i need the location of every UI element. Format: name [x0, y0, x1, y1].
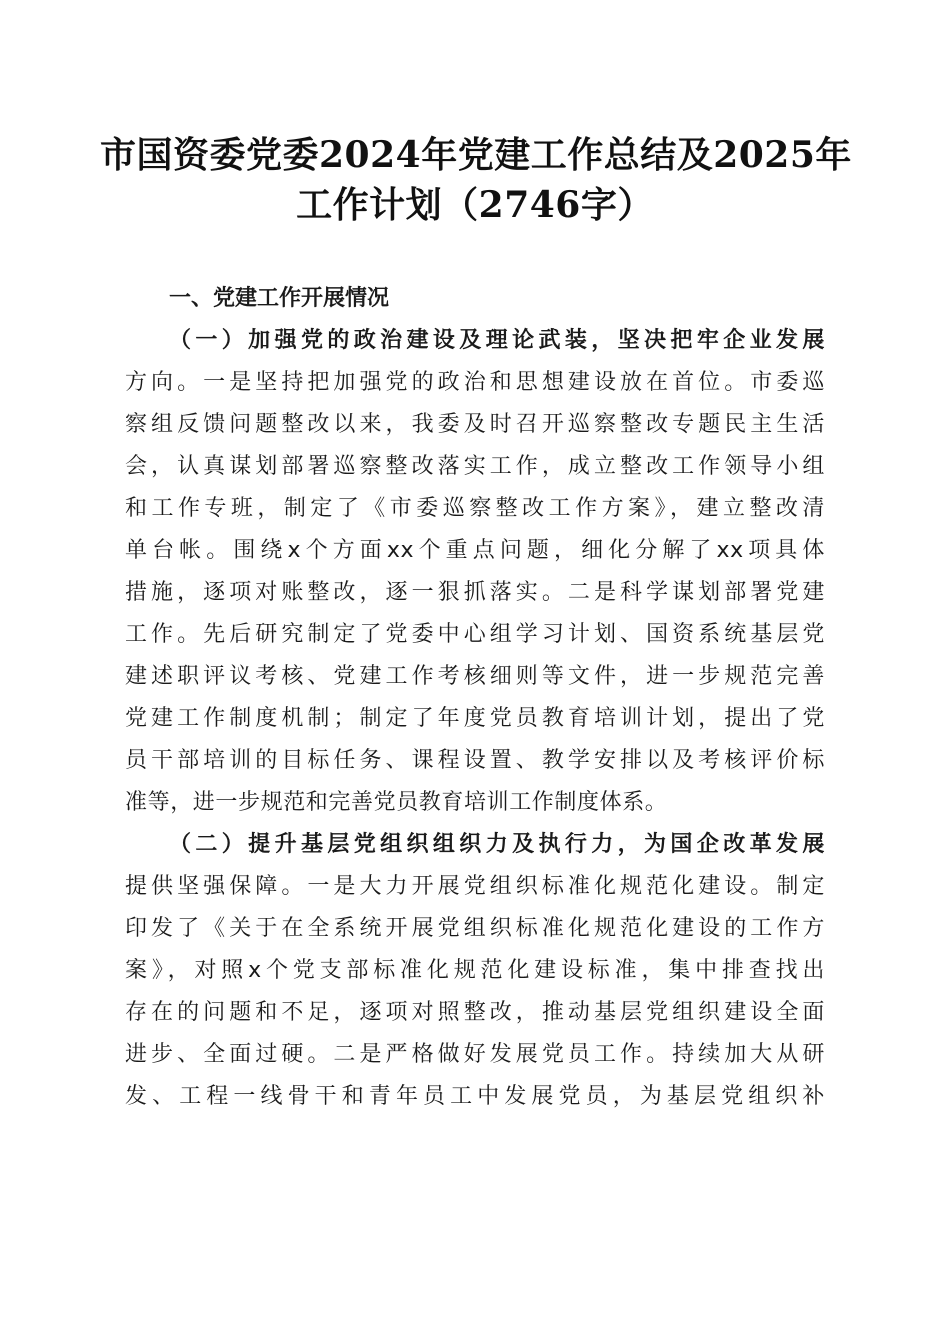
- paragraph-line: （一）加强党的政治建设及理论武装，坚决把牢企业发展: [169, 328, 825, 353]
- paragraph-line: 察组反馈问题整改以来，我委及时召开巡察整改专题民主生活: [125, 412, 825, 437]
- paragraph-line: 提供坚强保障。一是大力开展党组织标准化规范化建设。制定: [125, 874, 825, 899]
- paragraph-line: （二）提升基层党组织组织力及执行力，为国企改革发展: [169, 832, 825, 857]
- paragraph-line: 案》，对照x个党支部标准化规范化建设标准，集中排查找出: [125, 958, 825, 983]
- paragraph-line: 存在的问题和不足，逐项对照整改，推动基层党组织建设全面: [125, 1000, 825, 1025]
- title-line-1: 市国资委党委2024年党建工作总结及2025年: [100, 134, 852, 176]
- paragraph-line: 工作。先后研究制定了党委中心组学习计划、国资系统基层党: [125, 622, 825, 647]
- document-title: [100, 130, 850, 230]
- paragraph-line: 措施，逐项对账整改，逐一狠抓落实。二是科学谋划部署党建: [125, 580, 825, 605]
- paragraph-line: 印发了《关于在全系统开展党组织标准化规范化建设的工作方: [125, 916, 825, 941]
- paragraph-line: 准等，进一步规范和完善党员教育培训工作制度体系。: [125, 790, 668, 815]
- paragraph-line: 发、工程一线骨干和青年员工中发展党员，为基层党组织补: [125, 1084, 825, 1109]
- paragraph-line: 会，认真谋划部署巡察整改落实工作，成立整改工作领导小组: [125, 454, 825, 479]
- paragraph-line: 和工作专班，制定了《市委巡察整改工作方案》，建立整改清: [125, 496, 825, 521]
- paragraph-line: 员干部培训的目标任务、课程设置、教学安排以及考核评价标: [125, 748, 825, 773]
- title-line-2: 工作计划（2746字）: [296, 184, 654, 226]
- paragraph-line: 方向。一是坚持把加强党的政治和思想建设放在首位。市委巡: [125, 370, 825, 395]
- paragraph-line: 进步、全面过硬。二是严格做好发展党员工作。持续加大从研: [125, 1042, 825, 1067]
- paragraph-line: 党建工作制度机制；制定了年度党员教育培训计划，提出了党: [125, 706, 825, 731]
- document-body: [125, 278, 825, 1118]
- paragraph-line: 建述职评议考核、党建工作考核细则等文件，进一步规范完善: [125, 664, 825, 689]
- paragraph-2: [125, 824, 825, 1118]
- section-heading: 一、党建工作开展情况: [169, 286, 390, 311]
- paragraph-line: 单台帐。围绕x个方面xx个重点问题，细化分解了xx项具体: [125, 538, 825, 563]
- paragraph-1: [125, 320, 825, 824]
